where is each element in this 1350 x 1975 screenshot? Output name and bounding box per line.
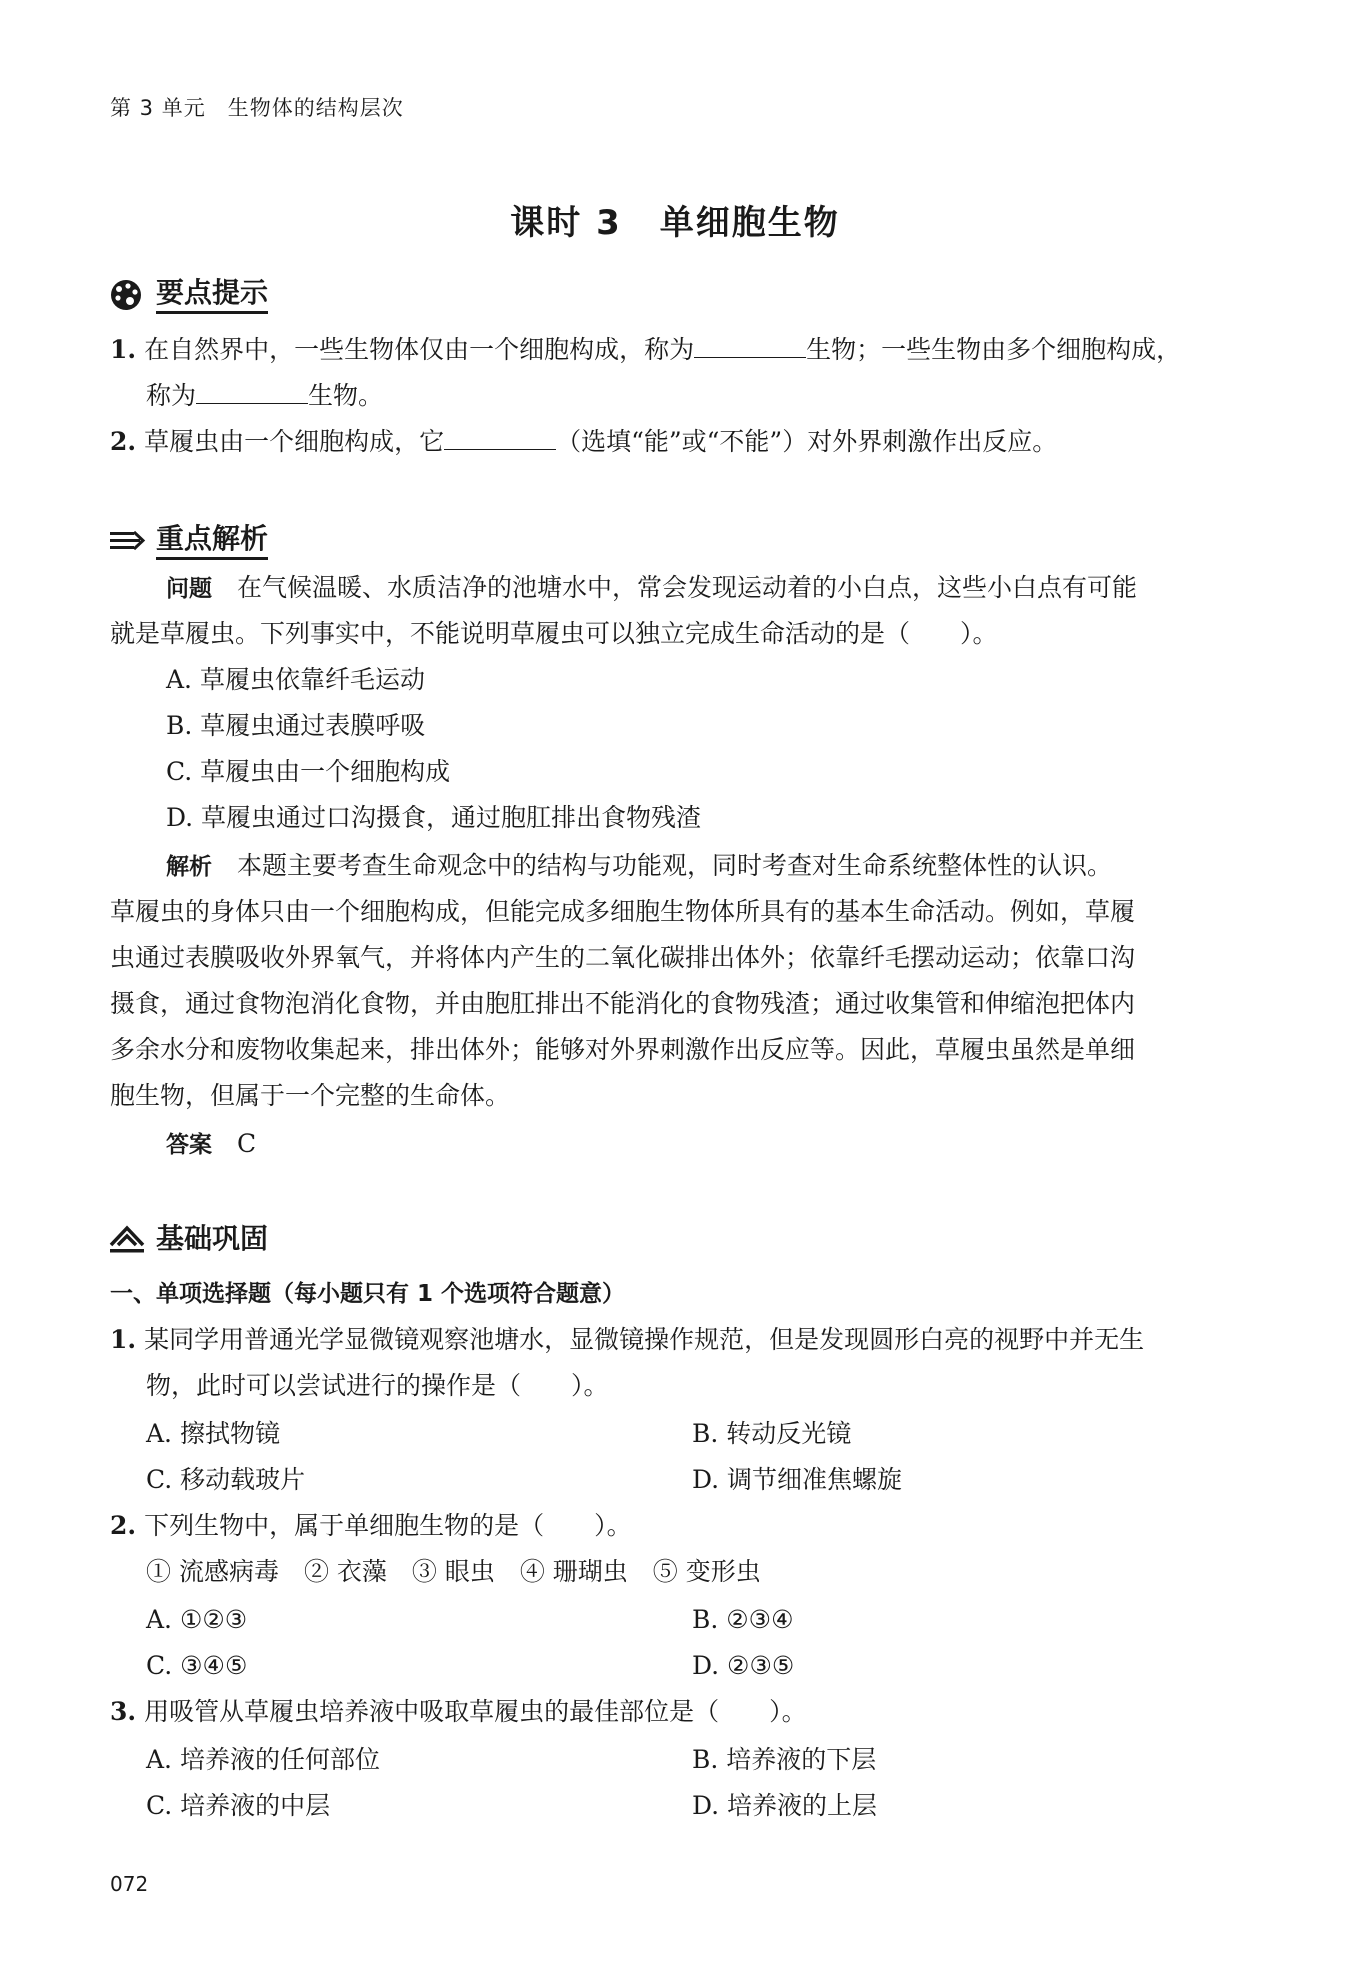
answer-blank[interactable] <box>444 427 556 450</box>
q1-option-c[interactable]: C. 移动载玻片 <box>146 1465 306 1494</box>
arrow-lines-icon <box>108 524 146 558</box>
section-label: 要点提示 <box>156 276 268 314</box>
page-title <box>0 195 1350 244</box>
q2-items: ① 流感病毒 ② 衣藻 ③ 眼虫 ④ 珊瑚虫 ⑤ 变形虫 <box>146 1557 761 1586</box>
analysis-line4: 摄食，通过食物泡消化食物，并由胞肛排出不能消化的食物残渣；通过收集管和伸缩泡把体内 <box>110 989 1136 1018</box>
option-a: A. 草履虫依靠纤毛运动 <box>166 665 425 694</box>
q1-option-a[interactable]: A. 擦拭物镜 <box>146 1419 280 1448</box>
option-c: C. 草履虫由一个细胞构成 <box>166 757 451 786</box>
answer-line: 答案 C <box>166 1129 257 1158</box>
unit-header: 第 3 单元 生物体的结构层次 <box>110 96 404 120</box>
section-label: 重点解析 <box>156 522 268 560</box>
kp-q1-line1: 1. 在自然界中，一些生物体仅由一个细胞构成，称为 生物；一些生物由多个细胞构成， <box>110 335 1182 364</box>
section-key-analysis <box>108 522 268 560</box>
section-basics <box>108 1222 268 1257</box>
subsection-title: 一、单项选择题（每小题只有 1 个选项符合题意） <box>110 1281 626 1307</box>
palette-icon <box>108 278 146 312</box>
question-line2: 就是草履虫。下列事实中，不能说明草履虫可以独立完成生命活动的是（ ）。 <box>110 619 998 648</box>
answer-blank[interactable] <box>196 381 308 404</box>
triangle-stack-icon <box>108 1223 146 1257</box>
section-label: 基础巩固 <box>156 1222 269 1255</box>
q3-line1: 3. 用吸管从草履虫培养液中吸取草履虫的最佳部位是（ ）。 <box>110 1697 807 1726</box>
option-b: B. 草履虫通过表膜呼吸 <box>166 711 426 740</box>
answer-blank[interactable] <box>694 335 806 358</box>
kp-q1-line2: 称为 生物。 <box>146 381 384 410</box>
analysis-line2: 草履虫的身体只由一个细胞构成，但能完成多细胞生物体所具有的基本生命活动。例如，草履 <box>110 897 1136 926</box>
section-key-points <box>108 276 268 314</box>
question-line1: 问题 在气候温暖、水质洁净的池塘水中，常会发现运动着的小白点，这些小白点有可能 <box>166 573 1138 602</box>
page-number: 072 <box>110 1872 149 1896</box>
title-topic: 单细胞生物 <box>659 203 840 243</box>
analysis-line1: 解析 本题主要考查生命观念中的结构与功能观，同时考查对生命系统整体性的认识。 <box>166 851 1113 880</box>
q3-option-b[interactable]: B. 培养液的下层 <box>692 1745 877 1774</box>
analysis-line5: 多余水分和废物收集起来，排出体外；能够对外界刺激作出反应等。因此，草履虫虽然是单细 <box>110 1035 1136 1064</box>
q3-option-a[interactable]: A. 培养液的任何部位 <box>146 1745 380 1774</box>
analysis-line3: 虫通过表膜吸收外界氧气，并将体内产生的二氧化碳排出体外；依靠纤毛摆动运动；依靠口沟 <box>110 943 1136 972</box>
q3-option-d[interactable]: D. 培养液的上层 <box>692 1791 878 1820</box>
q2-option-a[interactable]: A. ①②③ <box>146 1605 248 1634</box>
q2-option-d[interactable]: D. ②③⑤ <box>692 1651 795 1680</box>
q1-option-b[interactable]: B. 转动反光镜 <box>692 1419 852 1448</box>
kp-q2: 2. 草履虫由一个细胞构成，它 （选填“能”或“不能”）对外界刺激作出反应。 <box>110 427 1058 456</box>
q2-option-b[interactable]: B. ②③④ <box>692 1605 794 1634</box>
title-lesson: 课时 3 <box>510 203 622 243</box>
analysis-line6: 胞生物，但属于一个完整的生命体。 <box>110 1081 511 1110</box>
option-d: D. 草履虫通过口沟摄食，通过胞肛排出食物残渣 <box>166 803 702 832</box>
q2-line1: 2. 下列生物中，属于单细胞生物的是（ ）。 <box>110 1511 632 1540</box>
q1-line2: 物，此时可以尝试进行的操作是（ ）。 <box>146 1371 609 1400</box>
q1-line1: 1. 某同学用普通光学显微镜观察池塘水，显微镜操作规范，但是发现圆形白亮的视野中并无生 <box>110 1325 1145 1354</box>
q3-option-c[interactable]: C. 培养液的中层 <box>146 1791 331 1820</box>
q2-option-c[interactable]: C. ③④⑤ <box>146 1651 248 1680</box>
q1-option-d[interactable]: D. 调节细准焦螺旋 <box>692 1465 903 1494</box>
